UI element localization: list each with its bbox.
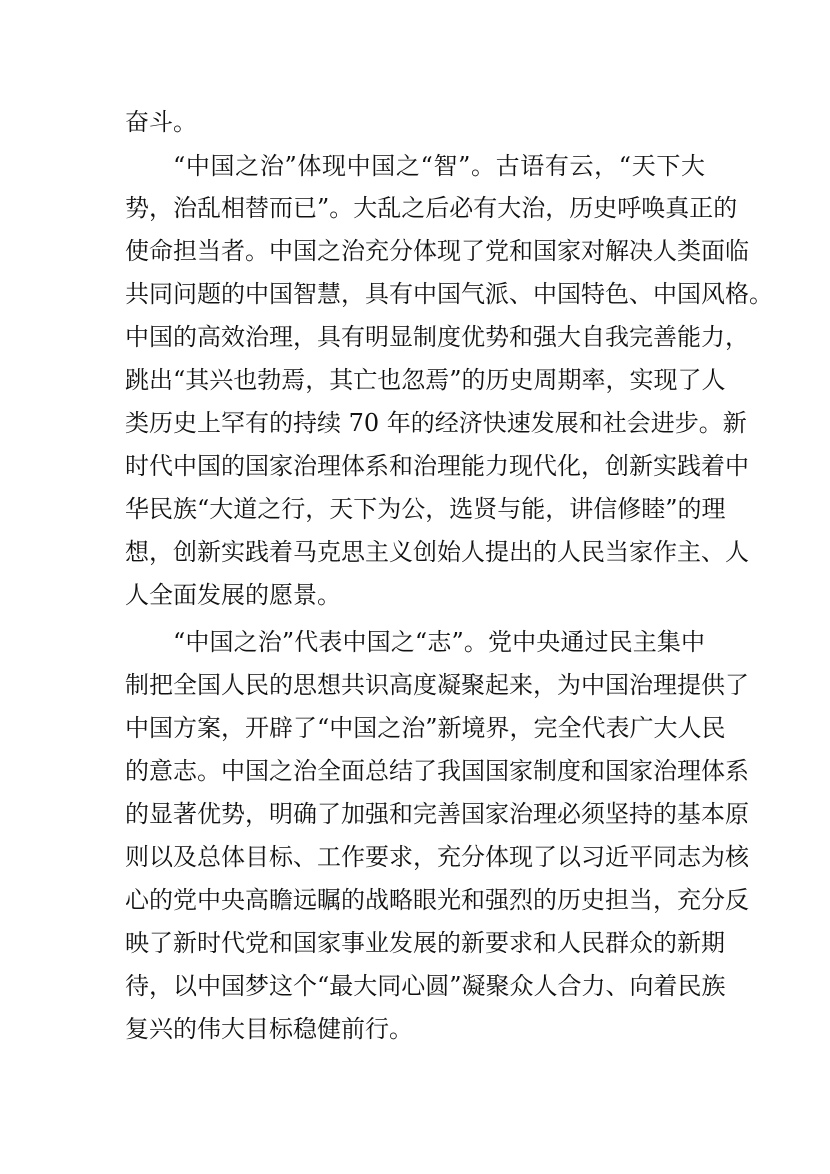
- paragraph-line: 的意志。中国之治全面总结了我国国家制度和国家治理体系: [125, 757, 749, 785]
- paragraph-line: 心的党中央高瞻远瞩的战略眼光和强烈的历史担当，充分反: [125, 886, 749, 914]
- paragraph-line: 使命担当者。中国之治充分体现了党和国家对解决人类面临: [125, 237, 749, 265]
- paragraph-line: “中国之治”体现中国之“智”。古语有云，“天下大: [173, 152, 705, 180]
- paragraph-line: 制把全国人民的思想共识高度凝聚起来，为中国治理提供了: [125, 671, 749, 699]
- paragraph-line: 待，以中国梦这个“最大同心圆”凝聚众人合力、向着民族: [125, 972, 726, 1000]
- paragraph-line: 中国方案，开辟了“中国之治”新境界，完全代表广大人民: [125, 714, 726, 742]
- paragraph-line: 跳出“其兴也勃焉，其亡也忽焉”的历史周期率，实现了人: [125, 366, 726, 394]
- paragraph-line: 人全面发展的愿景。: [125, 581, 341, 609]
- paragraph-line: 共同问题的中国智慧，具有中国气派、中国特色、中国风格。: [125, 280, 773, 308]
- paragraph-line: 奋斗。: [125, 108, 197, 136]
- paragraph-line: 中国的高效治理，具有明显制度优势和强大自我完善能力，: [125, 323, 749, 351]
- paragraph-line: 势，治乱相替而已”。大乱之后必有大治，历史呼唤真正的: [125, 194, 738, 222]
- paragraph-line: 想，创新实践着马克思主义创始人提出的人民当家作主、人: [125, 538, 749, 566]
- paragraph-line: 时代中国的国家治理体系和治理能力现代化，创新实践着中: [125, 452, 749, 480]
- paragraph-line: 复兴的伟大目标稳健前行。: [125, 1015, 413, 1043]
- paragraph-line: 华民族“大道之行，天下为公，选贤与能，讲信修睦”的理: [125, 495, 726, 523]
- paragraph-line: 则以及总体目标、工作要求，充分体现了以习近平同志为核: [125, 843, 749, 871]
- paragraph-line: 类历史上罕有的持续 70 年的经济快速发展和社会进步。新: [125, 409, 747, 437]
- paragraph-line: 的显著优势，明确了加强和完善国家治理必须坚持的基本原: [125, 800, 749, 828]
- paragraph-line: 映了新时代党和国家事业发展的新要求和人民群众的新期: [125, 929, 725, 957]
- paragraph-line: “中国之治”代表中国之“志”。党中央通过民主集中: [173, 628, 705, 656]
